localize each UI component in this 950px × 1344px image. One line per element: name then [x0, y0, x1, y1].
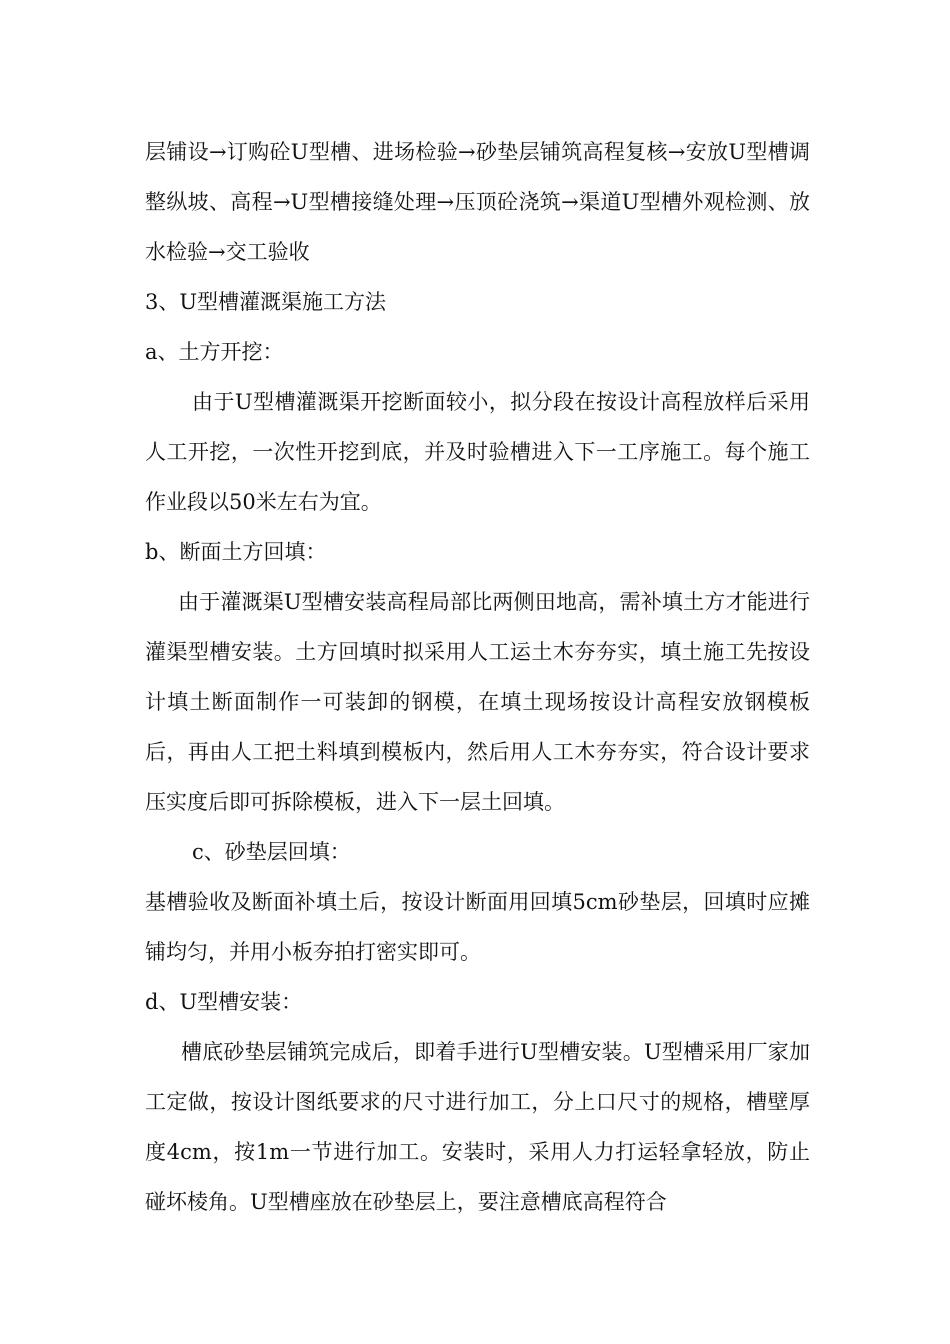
paragraph-section-backfill: 由于灌溉渠U型槽安装高程局部比两侧田地高，需补填土方才能进行灌渠型槽安装。土方回填时拟采用人工运土木夯夯实，填土施工先按设计填土断面制作一可装卸的钢模，在填土现场按设计高程安放钢模板后，再由人工把土料填到模板内，然后用人工木夯夯实，符合设计要求压实度后即可拆除模板，进入下一层土回填。 — [145, 590, 810, 814]
paragraph-sand-cushion: 基槽验收及断面补填土后，按设计断面用回填5cm砂垫层，回填时应摊铺均匀，并用小板夯拍打密实即可。 — [145, 890, 810, 964]
paragraph-process-flow: 层铺设→订购砼U型槽、进场检验→砂垫层铺筑高程复核→安放U型槽调整纵坡、高程→U型槽接缝处理→压顶砼浇筑→渠道U型槽外观检测、放水检验→交工验收 — [145, 140, 810, 264]
subheading-sand-cushion: c、砂垫层回填： — [192, 840, 351, 864]
paragraph-u-channel-install: 槽底砂垫层铺筑完成后，即着手进行U型槽安装。U型槽采用厂家加工定做，按设计图纸要求的尺寸进行加工，分上口尺寸的规格，槽壁厚度4cm，按1m一节进行加工。安装时，采用人力打运轻拿轻放，防止碰坏棱角。U型槽座放在砂垫层上，要注意槽底高程符合 — [145, 1040, 810, 1214]
document-body — [145, 127, 810, 1227]
subheading-u-channel-install: d、U型槽安装： — [145, 990, 303, 1014]
paragraph-earth-excavation: 由于U型槽灌溉渠开挖断面较小，拟分段在按设计高程放样后采用人工开挖，一次性开挖到底，并及时验槽进入下一工序施工。每个施工作业段以50米左右为宜。 — [145, 390, 810, 514]
subheading-earth-excavation: a、土方开挖： — [145, 340, 284, 364]
heading-construction-method: 3、U型槽灌溉渠施工方法 — [145, 290, 387, 314]
subheading-section-backfill: b、断面土方回填： — [145, 540, 327, 564]
